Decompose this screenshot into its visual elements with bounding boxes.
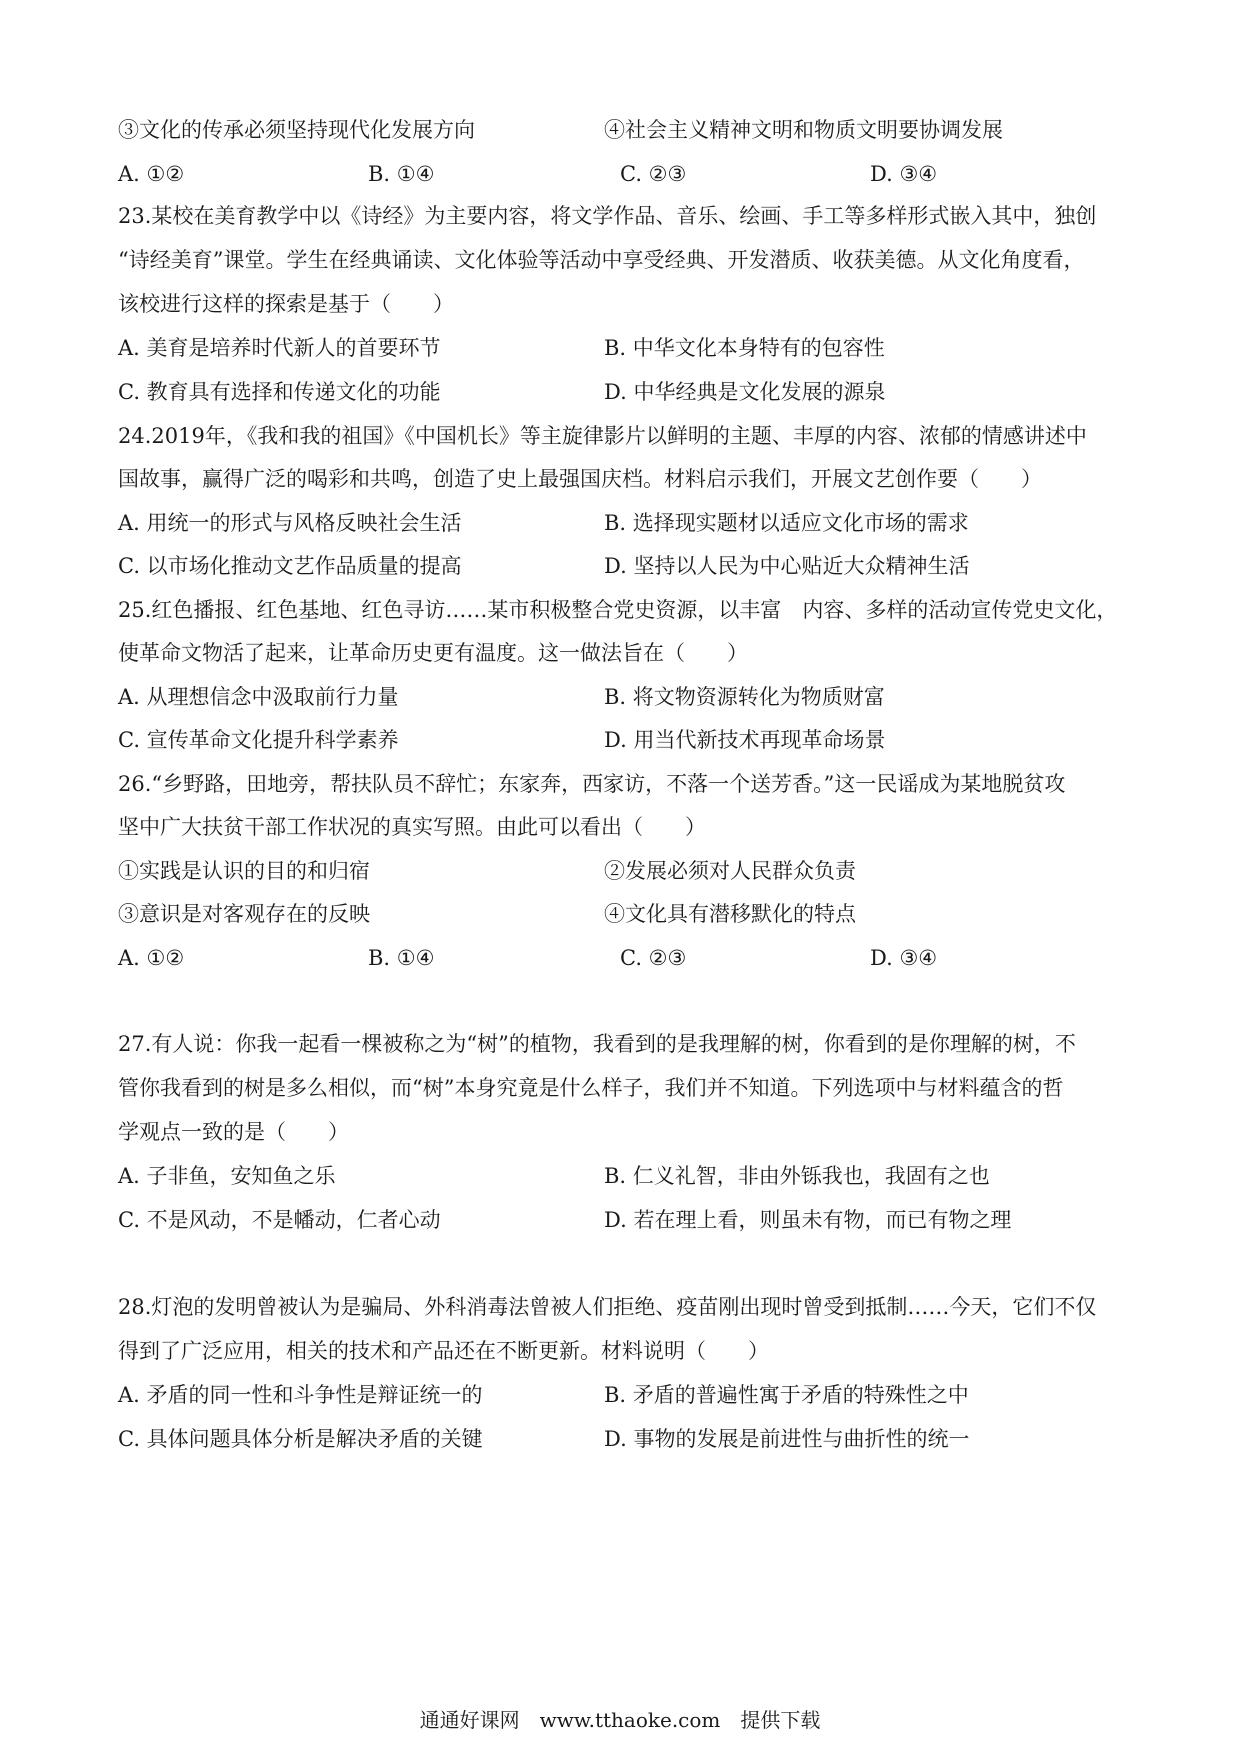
q27-option-b: B. 仁义礼智，非由外铄我也，我固有之也 (604, 1164, 990, 1188)
q23-stem-line-1: 23.某校在美育教学中以《诗经》为主要内容，将文学作品、音乐、绘画、手工等多样形式嵌入其中，独创 (118, 204, 1097, 228)
q25-stem-line-2: 使革命文物活了起来，让革命历史更有温度。这一做法旨在（ ） (118, 641, 748, 665)
q24-option-c: C. 以市场化推动文艺作品质量的提高 (118, 554, 462, 578)
q23-stem-line-2: “诗经美育”课堂。学生在经典诵读、文化体验等活动中享受经典、开发潜质、收获美德。从文化角度看， (118, 248, 1085, 272)
q26-stem-line-1: 26.“乡野路，田地旁，帮扶队员不辞忙；东家奔，西家访，不落一个送芳香。”这一民谣成为某地脱贫攻 (118, 772, 1066, 796)
q22-option-a: A. ①② (118, 162, 185, 186)
q24-stem-line-2: 国故事，赢得广泛的喝彩和共鸣，创造了史上最强国庆档。材料启示我们，开展文艺创作要（ ） (118, 467, 1042, 491)
q22-option-d: D. ③④ (870, 162, 938, 186)
q23-option-c: C. 教育具有选择和传递文化的功能 (118, 380, 441, 404)
q26-stem-line-2: 坚中广大扶贫干部工作状况的真实写照。由此可以看出（ ） (118, 815, 706, 839)
q28-option-b: B. 矛盾的普遍性寓于矛盾的特殊性之中 (604, 1383, 969, 1407)
q26-item-1: ①实践是认识的目的和归宿 (118, 859, 370, 883)
q28-stem-line-2: 得到了广泛应用，相关的技术和产品还在不断更新。材料说明（ ） (118, 1339, 769, 1363)
q28-option-d: D. 事物的发展是前进性与曲折性的统一 (604, 1427, 970, 1451)
q28-option-a: A. 矛盾的同一性和斗争性是辩证统一的 (118, 1383, 483, 1407)
q25-option-c: C. 宣传革命文化提升科学素养 (118, 728, 399, 752)
q25-option-d: D. 用当代新技术再现革命场景 (604, 728, 886, 752)
q26-item-3: ③意识是对客观存在的反映 (118, 902, 370, 926)
q23-option-a: A. 美育是培养时代新人的首要环节 (118, 336, 441, 360)
q22-option-c: C. ②③ (620, 162, 687, 186)
q27-option-d: D. 若在理上看，则虽未有物，而已有物之理 (604, 1208, 1012, 1232)
q23-option-d: D. 中华经典是文化发展的源泉 (604, 380, 886, 404)
q27-option-c: C. 不是风动，不是幡动，仁者心动 (118, 1208, 441, 1232)
q27-stem-line-3: 学观点一致的是（ ） (118, 1120, 349, 1144)
q23-stem-line-3: 该校进行这样的探索是基于（ ） (118, 292, 454, 316)
q26-option-c: C. ②③ (620, 946, 687, 970)
q25-stem-line-1: 25.红色播报、红色基地、红色寻访……某市积极整合党史资源，以丰富 内容、多样的活动宣传党史文化， (118, 598, 1118, 622)
q25-option-a: A. 从理想信念中汲取前行力量 (118, 685, 399, 709)
q26-option-a: A. ①② (118, 946, 185, 970)
q26-item-2: ②发展必须对人民群众负责 (604, 859, 856, 883)
q28-stem-line-1: 28.灯泡的发明曾被认为是骗局、外科消毒法曾被人们拒绝、疫苗刚出现时曾受到抵制……今天，它们不仅 (118, 1295, 1097, 1319)
q28-option-c: C. 具体问题具体分析是解决矛盾的关键 (118, 1427, 483, 1451)
q27-stem-line-1: 27.有人说：你我一起看一棵被称之为“树”的植物，我看到的是我理解的树，你看到的是你理解的树，不 (118, 1032, 1076, 1056)
q24-option-d: D. 坚持以人民为中心贴近大众精神生活 (604, 554, 970, 578)
q24-option-b: B. 选择现实题材以适应文化市场的需求 (604, 511, 969, 535)
q27-stem-line-2: 管你我看到的树是多么相似，而“树”本身究竟是什么样子，我们并不知道。下列选项中与材料蕴含的哲 (118, 1076, 1064, 1100)
q22-item-4: ④社会主义精神文明和物质文明要协调发展 (604, 118, 1003, 142)
q24-stem-line-1: 24.2019年，《我和我的祖国》《中国机长》等主旋律影片以鲜明的主题、丰厚的内容、浓郁的情感讲述中 (118, 424, 1087, 448)
q23-option-b: B. 中华文化本身特有的包容性 (604, 336, 885, 360)
q22-item-3: ③文化的传承必须坚持现代化发展方向 (118, 118, 475, 142)
q26-item-4: ④文化具有潜移默化的特点 (604, 902, 856, 926)
page-footer: 通通好课网 www.tthaoke.com 提供下载 (419, 1708, 821, 1732)
q25-option-b: B. 将文物资源转化为物质财富 (604, 685, 885, 709)
q22-option-b: B. ①④ (368, 162, 435, 186)
q26-option-d: D. ③④ (870, 946, 938, 970)
q27-option-a: A. 子非鱼，安知鱼之乐 (118, 1164, 336, 1188)
q24-option-a: A. 用统一的形式与风格反映社会生活 (118, 511, 462, 535)
q26-option-b: B. ①④ (368, 946, 435, 970)
